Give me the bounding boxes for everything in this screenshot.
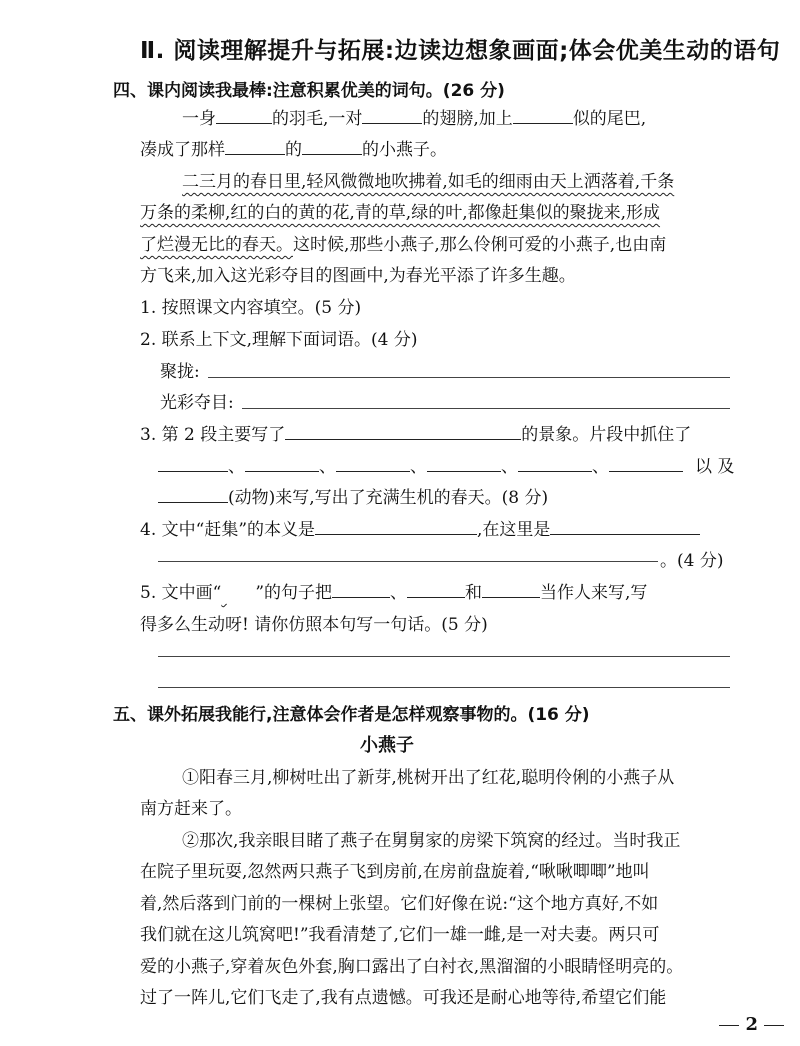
answer-blank[interactable] — [513, 105, 573, 124]
answer-blank[interactable] — [362, 105, 422, 124]
q-text: ,在这里是 — [477, 520, 551, 540]
answer-blank[interactable] — [315, 516, 477, 535]
passage-line: 我们就在这儿筑窝吧!”我看清楚了,它们一雄一雌,是一对夫妻。两只可 — [140, 925, 660, 945]
fill-line-2 — [140, 135, 447, 160]
answer-blank[interactable] — [518, 453, 592, 472]
answer-line[interactable] — [158, 561, 658, 562]
fill-text: 一身 — [182, 109, 216, 129]
para2-line-3 — [140, 230, 666, 255]
passage-line: 过了一阵儿,它们飞走了,我有点遗憾。可我还是耐心地等待,希望它们能 — [140, 988, 667, 1008]
question-3-line-3 — [158, 483, 548, 508]
fill-text: 的小燕子。 — [362, 140, 447, 160]
answer-blank[interactable] — [225, 136, 285, 155]
question-5-line-1 — [140, 578, 647, 603]
separator: 、 — [501, 457, 518, 477]
q2-word-1: 聚拢: — [160, 362, 200, 382]
answer-blank[interactable] — [245, 453, 319, 472]
q-text: 4. 文中“赶集”的本义是 — [140, 520, 316, 540]
page-number — [713, 1014, 790, 1035]
section-4-heading: 四、课内阅读我最棒:注意积累优美的词句。(26 分) — [113, 81, 505, 101]
wavy-sample — [221, 583, 255, 603]
para2-line-2 — [140, 198, 660, 223]
q-text: ”的句子把 — [255, 583, 333, 603]
fill-text: 的羽毛,一对 — [272, 109, 363, 129]
passage-title: 小燕子 — [360, 735, 414, 756]
passage-line: 南方赶来了。 — [140, 799, 242, 819]
q-text: 和 — [465, 583, 483, 603]
answer-blank[interactable] — [158, 453, 228, 472]
passage-line: 在院子里玩耍,忽然两只燕子飞到房前,在房前盘旋着,“啾啾唧唧”地叫 — [140, 862, 650, 882]
answer-blank[interactable] — [550, 516, 700, 535]
answer-blank[interactable] — [407, 579, 465, 598]
answer-blank[interactable] — [332, 579, 390, 598]
answer-blank[interactable] — [158, 484, 228, 503]
q2-word-2: 光彩夺目: — [160, 393, 234, 413]
wavy-sentence: 了烂漫无比的春天。 — [140, 235, 293, 255]
answer-blank[interactable] — [482, 579, 540, 598]
answer-line[interactable] — [208, 377, 730, 378]
page-dash — [764, 1025, 784, 1026]
q-text: 5. 文中画“ — [140, 583, 222, 603]
fill-text: 的翅膀,加上 — [422, 109, 513, 129]
separator: 、 — [228, 457, 245, 477]
answer-line[interactable] — [158, 656, 730, 657]
separator: 、 — [319, 457, 336, 477]
answer-blank[interactable] — [427, 453, 501, 472]
answer-blank[interactable] — [285, 421, 521, 440]
passage-line: 爱的小燕子,穿着灰色外套,胸口露出了白衬衣,黑溜溜的小眼睛怪明亮的。 — [140, 957, 684, 977]
fill-text: 的 — [285, 140, 302, 160]
question-2: 2. 联系上下文,理解下面词语。(4 分) — [140, 330, 418, 350]
para2-line-1 — [182, 167, 674, 192]
page-dash — [719, 1025, 739, 1026]
q-text: 3. 第 2 段主要写了 — [140, 425, 286, 445]
separator: 、 — [592, 457, 609, 477]
answer-line[interactable] — [158, 687, 730, 688]
fill-text: 似的尾巴, — [572, 109, 647, 129]
answer-blank[interactable] — [336, 453, 410, 472]
q-text: 当作人来写,写 — [540, 583, 648, 603]
section-5-heading: 五、课外拓展我能行,注意体会作者是怎样观察事物的。(16 分) — [113, 705, 590, 725]
separator: 、 — [390, 583, 408, 603]
passage-line: ①阳春三月,柳树吐出了新芽,桃树开出了红花,聪明伶俐的小燕子从 — [182, 768, 675, 788]
passage-line: ②那次,我亲眼目睹了燕子在舅舅家的房梁下筑窝的经过。当时我正 — [182, 831, 681, 851]
passage-line: 着,然后落到门前的一棵树上张望。它们好像在说:“这个地方真好,不如 — [140, 894, 659, 914]
question-5-line-2: 得多么生动呀! 请你仿照本句写一句话。(5 分) — [140, 615, 488, 635]
q-text: (动物)来写,写出了充满生机的春天。(8 分) — [228, 488, 549, 508]
question-3-line-1 — [140, 420, 691, 445]
answer-line[interactable] — [242, 408, 730, 409]
wavy-sentence: 二三月的春日里,轻风微微地吹拂着,如毛的细雨由天上洒落着,千条 — [182, 172, 675, 192]
answer-blank[interactable] — [609, 453, 683, 472]
answer-blank[interactable] — [302, 136, 362, 155]
fill-text: 凑成了那样 — [140, 140, 225, 160]
question-4-line-2: 。(4 分) — [660, 551, 724, 571]
q-text: 的景象。片段中抓住了 — [521, 425, 692, 445]
para-text: 这时候,那些小燕子,那么伶俐可爱的小燕子,也由南 — [293, 235, 667, 255]
question-4-line-1 — [140, 515, 700, 540]
wavy-sentence: 万条的柔柳,红的白的黄的花,青的草,绿的叶,都像赶集似的聚拢来,形成 — [140, 203, 661, 223]
separator: 、 — [410, 457, 427, 477]
para2-line-4: 方飞来,加入这光彩夺目的图画中,为春光平添了许多生趣。 — [140, 266, 576, 286]
page-number-text: 2 — [745, 1014, 758, 1035]
page-title: Ⅱ. 阅读理解提升与拓展:边读边想象画面;体会优美生动的语句 — [140, 38, 781, 64]
fill-line-1 — [182, 104, 646, 129]
q-text: 以 及 — [695, 457, 735, 477]
answer-blank[interactable] — [216, 105, 272, 124]
question-1: 1. 按照课文内容填空。(5 分) — [140, 298, 362, 318]
question-3-line-2 — [158, 452, 734, 477]
